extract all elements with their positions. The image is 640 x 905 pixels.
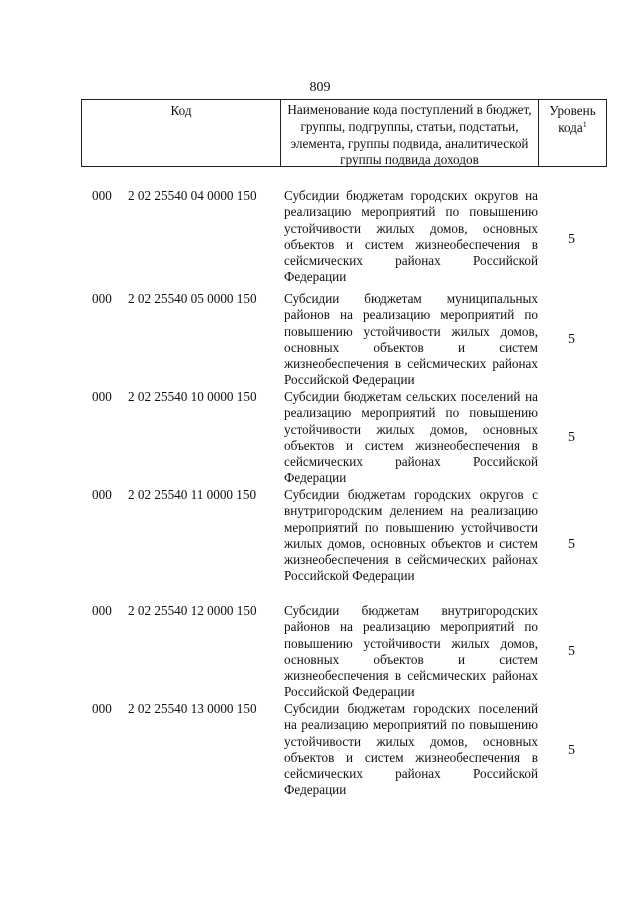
row-budget-code: 2 02 25540 10 0000 150 bbox=[128, 389, 257, 404]
row-level: 5 bbox=[568, 430, 575, 445]
row-name: Субсидии бюджетам сельских поселений на реализацию мероприятий по повышению устойчивости жилых домов, основных объектов и систем жизнеобеспечения в сейсмических районах Российской Федерации bbox=[284, 389, 538, 486]
table-body bbox=[0, 188, 640, 801]
row-level: 5 bbox=[568, 231, 575, 247]
row-admin-code: 000 bbox=[92, 291, 112, 306]
row-budget-code: 2 02 25540 13 0000 150 bbox=[128, 701, 257, 716]
row-budget-code: 2 02 25540 12 0000 150 bbox=[128, 603, 257, 618]
header-level-label: Уровень кода bbox=[549, 103, 596, 135]
row-admin-code: 000 bbox=[92, 701, 112, 716]
row-admin-code: 000 bbox=[92, 603, 112, 618]
row-name: Субсидии бюджетам городских поселений на реализацию мероприятий по повышению устойчивости жилых домов, основных объектов и систем жизнеобеспечения в сейсмических районах Российской Федерации bbox=[284, 701, 538, 798]
table-header bbox=[81, 99, 607, 167]
row-name: Субсидии бюджетам муниципальных районов на реализацию мероприятий по повышению устойчивости жилых домов, основных объектов и систем жизнеобеспечения в сейсмических районах Российской Федерации bbox=[284, 291, 538, 388]
row-name: Субсидии бюджетам городских округов на реализацию мероприятий по повышению устойчивости жилых домов, основных объектов и систем жизнеобеспечения в сейсмических районах Российской Федерации bbox=[284, 188, 538, 285]
header-code: Код bbox=[82, 100, 281, 166]
header-level-footnote: 1 bbox=[582, 119, 587, 129]
row-level: 5 bbox=[568, 743, 575, 758]
header-name: Наименование кода поступлений в бюджет, группы, подгруппы, статьи, подстатьи, элемента, группы подвида, аналитической группы подвида доходов bbox=[281, 100, 539, 166]
row-admin-code: 000 bbox=[92, 487, 112, 502]
header-level bbox=[539, 100, 606, 166]
row-budget-code: 2 02 25540 04 0000 150 bbox=[128, 188, 257, 203]
page-number: 809 bbox=[309, 80, 331, 95]
row-admin-code: 000 bbox=[92, 389, 112, 404]
table-row bbox=[0, 188, 640, 291]
row-level: 5 bbox=[568, 537, 575, 552]
table-row bbox=[0, 487, 640, 603]
table-row bbox=[0, 291, 640, 389]
row-level: 5 bbox=[568, 644, 575, 659]
table-row bbox=[0, 701, 640, 801]
table-row bbox=[0, 389, 640, 487]
row-name: Субсидии бюджетам городских округов с внутригородским делением на реализацию мероприятий по повышению устойчивости жилых домов, основных объектов и систем жизнеобеспечения в сейсмических районах Российской Федерации bbox=[284, 487, 538, 584]
row-budget-code: 2 02 25540 05 0000 150 bbox=[128, 291, 257, 306]
row-name: Субсидии бюджетам внутригородских районов на реализацию мероприятий по повышению устойчивости жилых домов, основных объектов и систем жизнеобеспечения в сейсмических районах Российской Федерации bbox=[284, 603, 538, 700]
row-level: 5 bbox=[568, 332, 575, 347]
row-budget-code: 2 02 25540 11 0000 150 bbox=[128, 487, 257, 502]
row-admin-code: 000 bbox=[92, 188, 112, 203]
table-row bbox=[0, 603, 640, 701]
